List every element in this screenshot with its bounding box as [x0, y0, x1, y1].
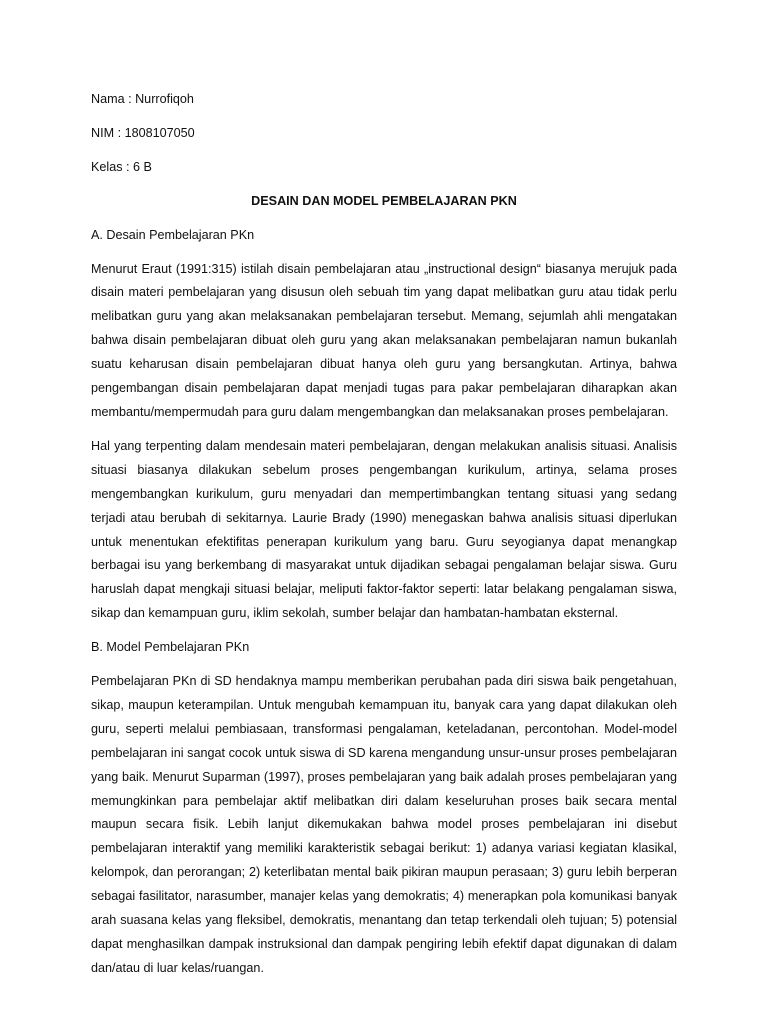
student-name: Nama : Nurrofiqoh	[91, 92, 194, 106]
document-title: DESAIN DAN MODEL PEMBELAJARAN PKN	[251, 193, 517, 208]
section-b-paragraph-1	[91, 670, 677, 981]
paragraph-text: Menurut Eraut (1991:315) istilah disain pembelajaran atau „instructional design“ biasanya merujuk pada disain materi pembelajaran yang disusun oleh sebuah tim yang dapat melibatkan guru atau tidak perlu melibatkan guru yang akan melaksanakan pembelajaran tersebut. Memang, sejumlah ahli mengatakan bahwa disain pembelajaran dibuat oleh guru yang akan melaksanakan pembelajaran namun bukanlah suatu keharusan disain pembelajaran dibuat hanya oleh guru yang bersangkutan. Artinya, bahwa pengembangan disain pembelajaran dapat menjadi tugas para pakar pembelajaran diharapkan akan membantu/mempermudah para guru dalam mengembangkan dan melaksanakan proses pembelajaran.	[91, 261, 677, 419]
section-a-heading: A. Desain Pembelajaran PKn	[91, 227, 255, 242]
section-b-heading: B. Model Pembelajaran PKn	[91, 640, 250, 655]
student-class: Kelas : 6 B	[91, 159, 152, 174]
section-a-paragraph-1	[91, 258, 677, 425]
paragraph-text: Hal yang terpenting dalam mendesain materi pembelajaran, dengan melakukan analisis situasi. Analisis situasi biasanya dilakukan sebelum proses pengembangan kurikulum, artinya, selama proses mengembangkan kurikulum, guru menyadari dan mempertimbangkan tentang situasi yang sedang terjadi atau berubah di sekitarnya. Laurie Brady (1990) menegaskan bahwa analisis situasi diperlukan untuk menentukan efektifitas penerapan kurikulum yang baru. Guru seyogianya dapat menangkap berbagai isu yang berkembang di masyarakat untuk dijadikan sebagai pengalaman belajar siswa. Guru haruslah dapat mengkaji situasi belajar, meliputi faktor-faktor seperti: latar belakang pengalaman siswa, sikap dan kemampuan guru, iklim sekolah, sumber belajar dan hambatan-hambatan eksternal.	[91, 438, 677, 621]
student-nim: NIM : 1808107050	[91, 125, 195, 140]
section-a-paragraph-2	[91, 435, 677, 626]
paragraph-text: Pembelajaran PKn di SD hendaknya mampu memberikan perubahan pada diri siswa baik pengetahuan, sikap, maupun keterampilan. Untuk mengubah kemampuan itu, banyak cara yang dapat dilakukan oleh guru, seperti melalui pembiasaan, transformasi pengalaman, keteladanan, percontohan. Model-model pembelajaran ini sangat cocok untuk siswa di SD karena mengandung unsur-unsur proses pembelajaran yang baik. Menurut Suparman (1997), proses pembelajaran yang baik adalah proses pembelajaran yang memungkinkan para pembelajar aktif melibatkan diri dalam keseluruhan proses baik secara mental maupun secara fisik. Lebih lanjut dikemukakan bahwa model proses pembelajaran ini disebut pembelajaran interaktif yang memiliki karakteristik sebagai berikut: 1) adanya variasi kegiatan klasikal, kelompok, dan perorangan; 2) keterlibatan mental baik pikiran maupun perasaan; 3) guru lebih berperan sebagai fasilitator, narasumber, manajer kelas yang demokratis; 4) menerapkan pola komunikasi banyak arah suasana kelas yang fleksibel, demokratis, menantang dan tetap terkendali oleh tujuan; 5) potensial dapat menghasilkan dampak instruksional dan dampak pengiring lebih efektif dapat digunakan di dalam dan/atau di luar kelas/ruangan.	[91, 674, 677, 975]
document-page	[91, 88, 677, 991]
